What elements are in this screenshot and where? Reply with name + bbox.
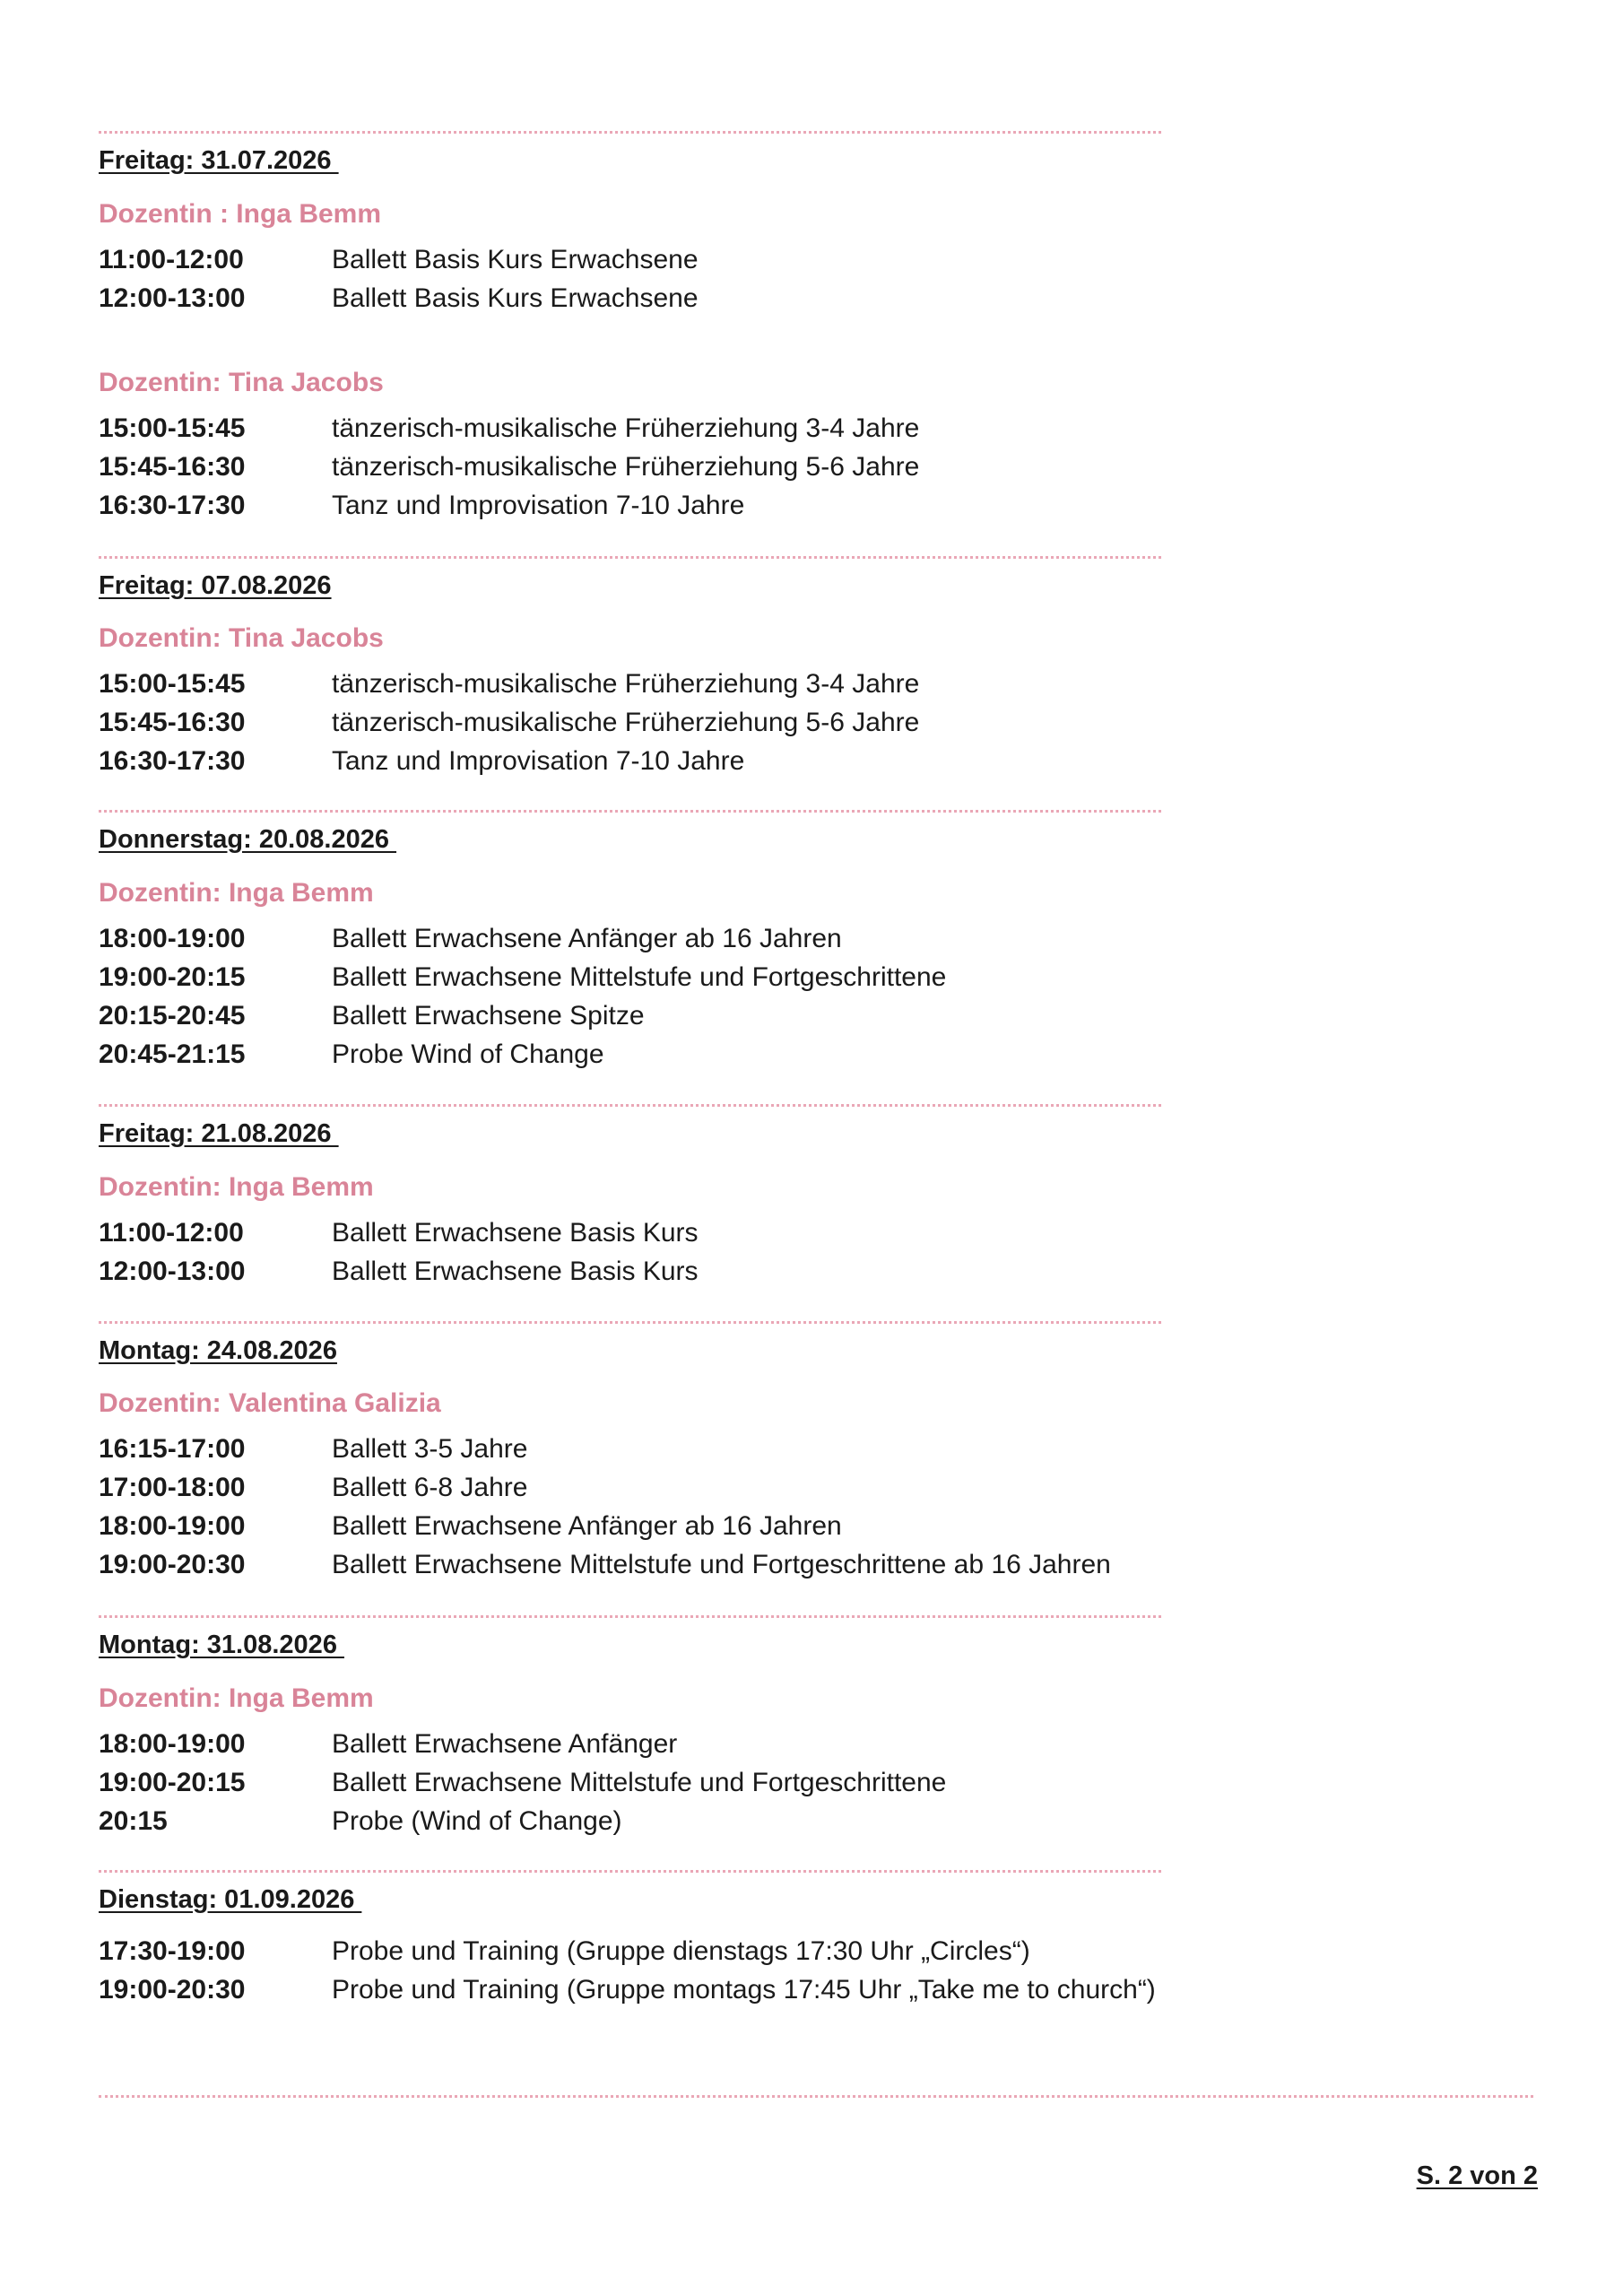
course-name: Ballett Erwachsene Anfänger — [332, 1729, 678, 1759]
time-slot: 18:00-19:00 — [99, 924, 246, 953]
time-slot: 20:15 — [99, 1806, 168, 1836]
time-slot: 15:45-16:30 — [99, 708, 246, 737]
time-slot: 15:45-16:30 — [99, 452, 246, 482]
course-name: Tanz und Improvisation 7-10 Jahre — [332, 491, 745, 520]
course-name: Probe und Training (Gruppe montags 17:45 Uhr „Take me to church“) — [332, 1975, 1156, 2005]
course-name: Ballett 6-8 Jahre — [332, 1473, 528, 1502]
teacher-name: Dozentin : Inga Bemm — [99, 199, 382, 229]
section-divider — [99, 1104, 1161, 1107]
course-name: Ballett Erwachsene Mittelstufe und Fortgeschrittene — [332, 1768, 947, 1797]
time-slot: 20:15-20:45 — [99, 1001, 246, 1031]
time-slot: 15:00-15:45 — [99, 413, 246, 443]
time-slot: 11:00-12:00 — [99, 245, 244, 274]
course-name: Ballett Erwachsene Anfänger ab 16 Jahren — [332, 1511, 842, 1541]
time-slot: 17:00-18:00 — [99, 1473, 246, 1502]
teacher-name: Dozentin: Tina Jacobs — [99, 623, 384, 653]
time-slot: 16:15-17:00 — [99, 1434, 246, 1464]
section-divider — [99, 1870, 1161, 1873]
teacher-name: Dozentin: Valentina Galizia — [99, 1388, 441, 1418]
time-slot: 19:00-20:30 — [99, 1975, 246, 2005]
time-slot: 12:00-13:00 — [99, 1257, 246, 1286]
time-slot: 20:45-21:15 — [99, 1039, 246, 1069]
course-name: Ballett Basis Kurs Erwachsene — [332, 283, 699, 313]
section-divider — [99, 810, 1161, 813]
time-slot: 18:00-19:00 — [99, 1511, 246, 1541]
section-divider — [99, 556, 1161, 559]
time-slot: 16:30-17:30 — [99, 746, 246, 776]
course-name: Ballett 3-5 Jahre — [332, 1434, 528, 1464]
teacher-name: Dozentin: Tina Jacobs — [99, 368, 384, 397]
course-name: Ballett Erwachsene Basis Kurs — [332, 1218, 699, 1248]
teacher-name: Dozentin: Inga Bemm — [99, 878, 374, 908]
course-name: Probe Wind of Change — [332, 1039, 604, 1069]
teacher-name: Dozentin: Inga Bemm — [99, 1172, 374, 1202]
course-name: Ballett Basis Kurs Erwachsene — [332, 245, 699, 274]
time-slot: 16:30-17:30 — [99, 491, 246, 520]
footer-divider — [99, 2095, 1533, 2098]
course-name: Ballett Erwachsene Anfänger ab 16 Jahren — [332, 924, 842, 953]
section-date: Freitag: 21.08.2026 — [99, 1119, 339, 1148]
course-name: tänzerisch-musikalische Früherziehung 3-4 Jahre — [332, 413, 920, 443]
course-name: Probe und Training (Gruppe dienstags 17:30 Uhr „Circles“) — [332, 1936, 1030, 1966]
section-date: Montag: 31.08.2026 — [99, 1631, 344, 1659]
course-name: Probe (Wind of Change) — [332, 1806, 622, 1836]
section-date: Freitag: 31.07.2026 — [99, 146, 339, 175]
time-slot: 15:00-15:45 — [99, 669, 246, 699]
course-name: tänzerisch-musikalische Früherziehung 5-6 Jahre — [332, 708, 920, 737]
teacher-name: Dozentin: Inga Bemm — [99, 1683, 374, 1713]
section-date: Donnerstag: 20.08.2026 — [99, 825, 397, 854]
course-name: Tanz und Improvisation 7-10 Jahre — [332, 746, 745, 776]
time-slot: 11:00-12:00 — [99, 1218, 244, 1248]
section-date: Dienstag: 01.09.2026 — [99, 1885, 362, 1914]
section-date: Freitag: 07.08.2026 — [99, 571, 332, 600]
course-name: tänzerisch-musikalische Früherziehung 5-6 Jahre — [332, 452, 920, 482]
course-name: tänzerisch-musikalische Früherziehung 3-4 Jahre — [332, 669, 920, 699]
page-number: S. 2 von 2 — [1416, 2161, 1538, 2190]
time-slot: 19:00-20:30 — [99, 1550, 246, 1579]
section-divider — [99, 1615, 1161, 1618]
section-date: Montag: 24.08.2026 — [99, 1336, 337, 1365]
section-divider — [99, 131, 1161, 134]
course-name: Ballett Erwachsene Mittelstufe und Fortgeschrittene — [332, 962, 947, 992]
course-name: Ballett Erwachsene Spitze — [332, 1001, 645, 1031]
time-slot: 18:00-19:00 — [99, 1729, 246, 1759]
course-name: Ballett Erwachsene Mittelstufe und Fortgeschrittene ab 16 Jahren — [332, 1550, 1111, 1579]
time-slot: 17:30-19:00 — [99, 1936, 246, 1966]
time-slot: 12:00-13:00 — [99, 283, 246, 313]
section-divider — [99, 1321, 1161, 1324]
time-slot: 19:00-20:15 — [99, 962, 246, 992]
time-slot: 19:00-20:15 — [99, 1768, 246, 1797]
course-name: Ballett Erwachsene Basis Kurs — [332, 1257, 699, 1286]
